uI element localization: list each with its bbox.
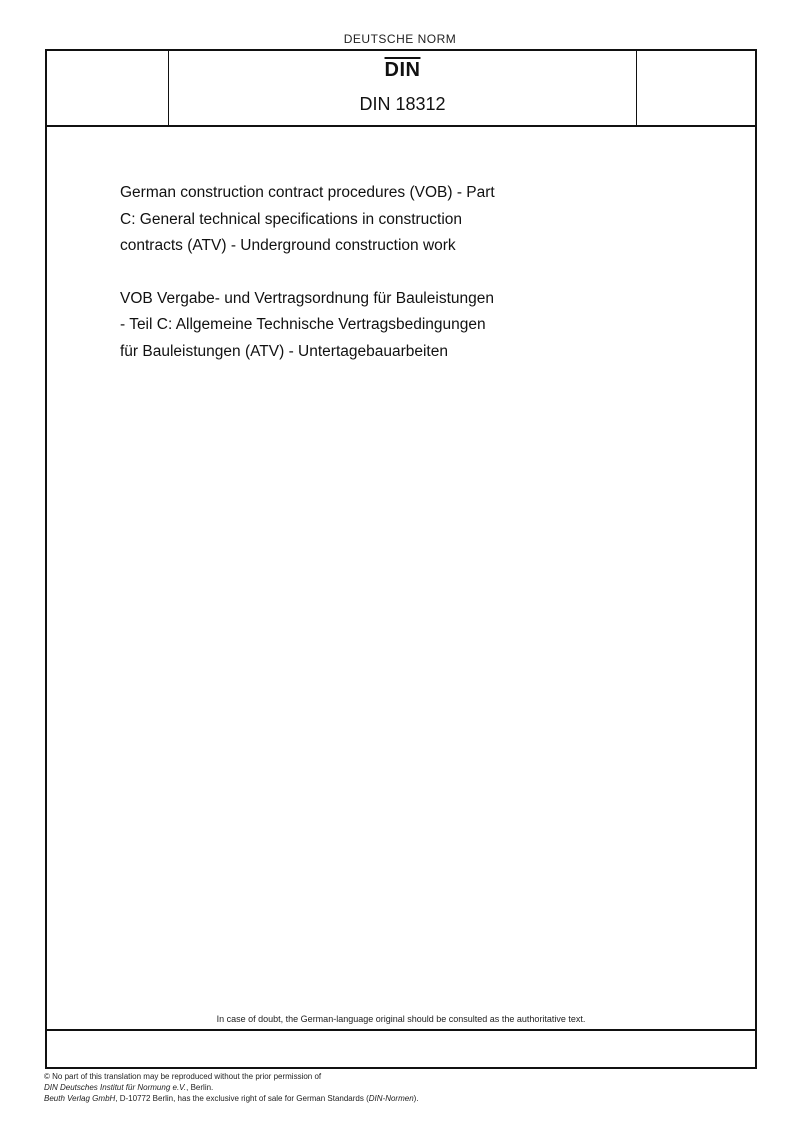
title-line: contracts (ATV) - Underground construction work [120, 237, 456, 254]
header-row [47, 51, 755, 127]
title-line: C: General technical specifications in construction [120, 210, 463, 228]
header-cell-center [170, 51, 635, 125]
header-cell-left [47, 51, 169, 125]
publisher-name: DIN Deutsches Institut für Normung e.V. [44, 1083, 187, 1092]
publisher-city: , Berlin. [186, 1083, 214, 1092]
copyright-line-3 [44, 1093, 419, 1104]
document-frame [45, 49, 757, 1069]
header-cell-right [636, 51, 755, 125]
title-line: für Bauleistungen (ATV) - Untertagebauarbeiten [120, 342, 448, 360]
title-german [120, 286, 540, 366]
title-line: - Teil C: Allgemeine Technische Vertragsbedingungen [120, 316, 486, 333]
title-line: German construction contract procedures (VOB) - Part [120, 184, 495, 201]
document-number: DIN 18312 [359, 94, 446, 114]
doc-type-label: DEUTSCHE NORM [343, 32, 457, 46]
seller-name: Beuth Verlag GmbH [44, 1094, 116, 1103]
line-end: ). [413, 1094, 419, 1103]
seller-rights: , D-10772 Berlin, has the exclusive right of sale for German Standards ( [115, 1094, 369, 1103]
copyright-notice [44, 1071, 419, 1104]
standards-name: DIN-Normen [368, 1094, 414, 1103]
title-english [120, 180, 540, 260]
footer-row [47, 1029, 755, 1069]
title-block [120, 180, 540, 365]
copyright-line-2 [44, 1082, 419, 1093]
copyright-line-1: © No part of this translation may be reproduced without the prior permission of [44, 1072, 322, 1081]
title-line: VOB Vergabe- und Vertragsordnung für Bauleistungen [120, 289, 494, 307]
authoritative-text-notice: In case of doubt, the German-language original should be consulted as the authoritative text. [216, 1014, 586, 1024]
din-logo: $\overline{DIN}$ [384, 59, 421, 81]
